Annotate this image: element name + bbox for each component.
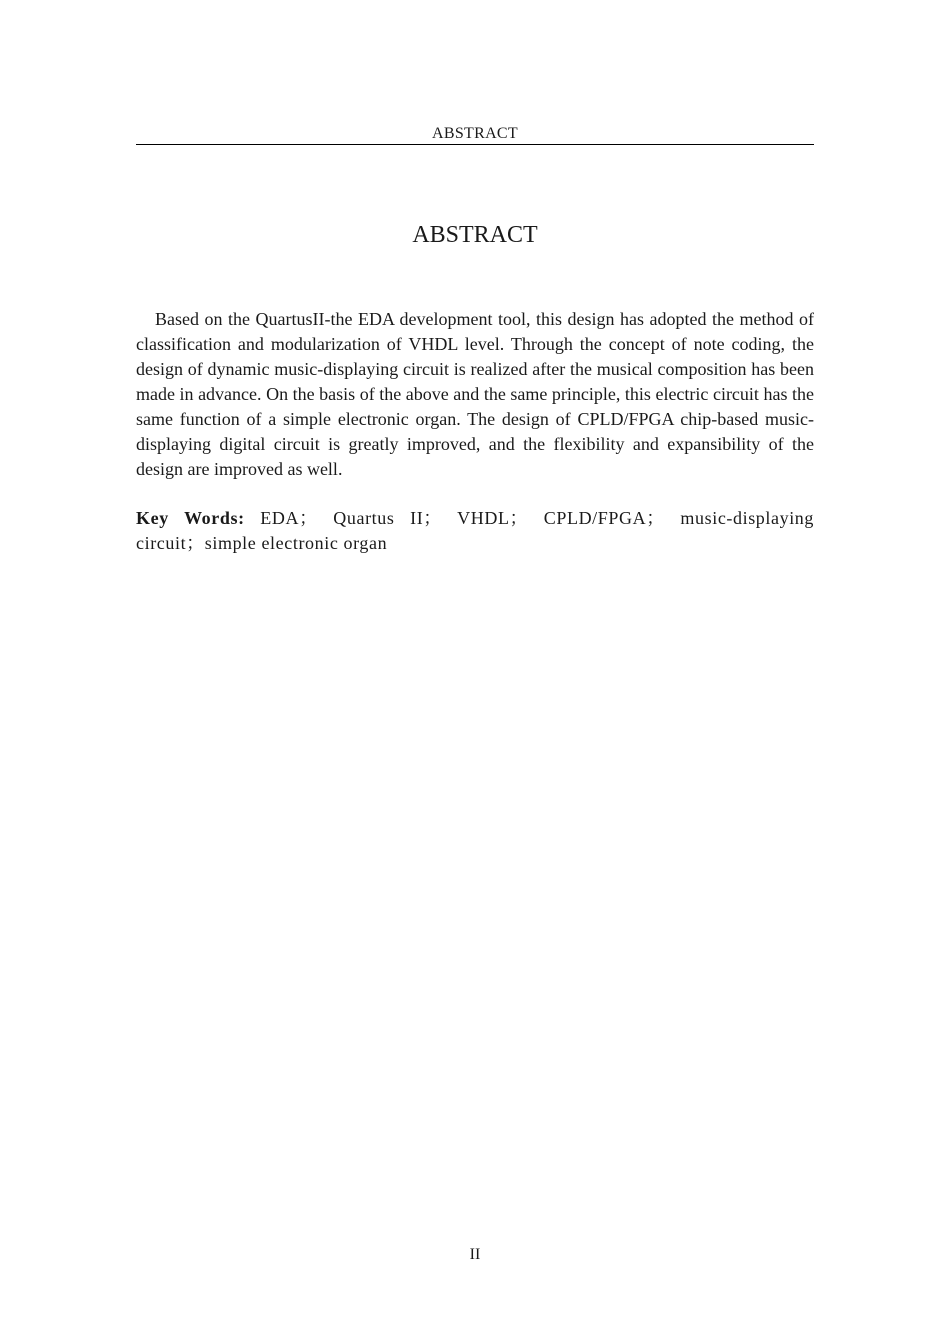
header-rule [136, 144, 814, 145]
page-number: II [469, 1246, 481, 1263]
keywords-line [136, 506, 814, 556]
page-title: ABSTRACT [412, 222, 538, 248]
keywords-text: EDA； Quartus II； VHDL； CPLD/FPGA； music-displaying circuit；simple electronic organ [136, 508, 814, 553]
keywords-label: Key Words: [136, 508, 245, 528]
running-header: ABSTRACT [432, 125, 518, 142]
abstract-paragraph: Based on the QuartusII-the EDA development tool, this design has adopted the method of classification and modularization of VHDL level. Through the concept of note coding, the design of dynamic music-displaying circuit is realized after the musical composition has been made in advance. On the basis of the above and the same principle, this electric circuit has the same function of a simple electronic organ. The design of CPLD/FPGA chip-based music-displaying digital circuit is greatly improved, and the flexibility and expansibility of the design are improved as well. [136, 309, 814, 479]
